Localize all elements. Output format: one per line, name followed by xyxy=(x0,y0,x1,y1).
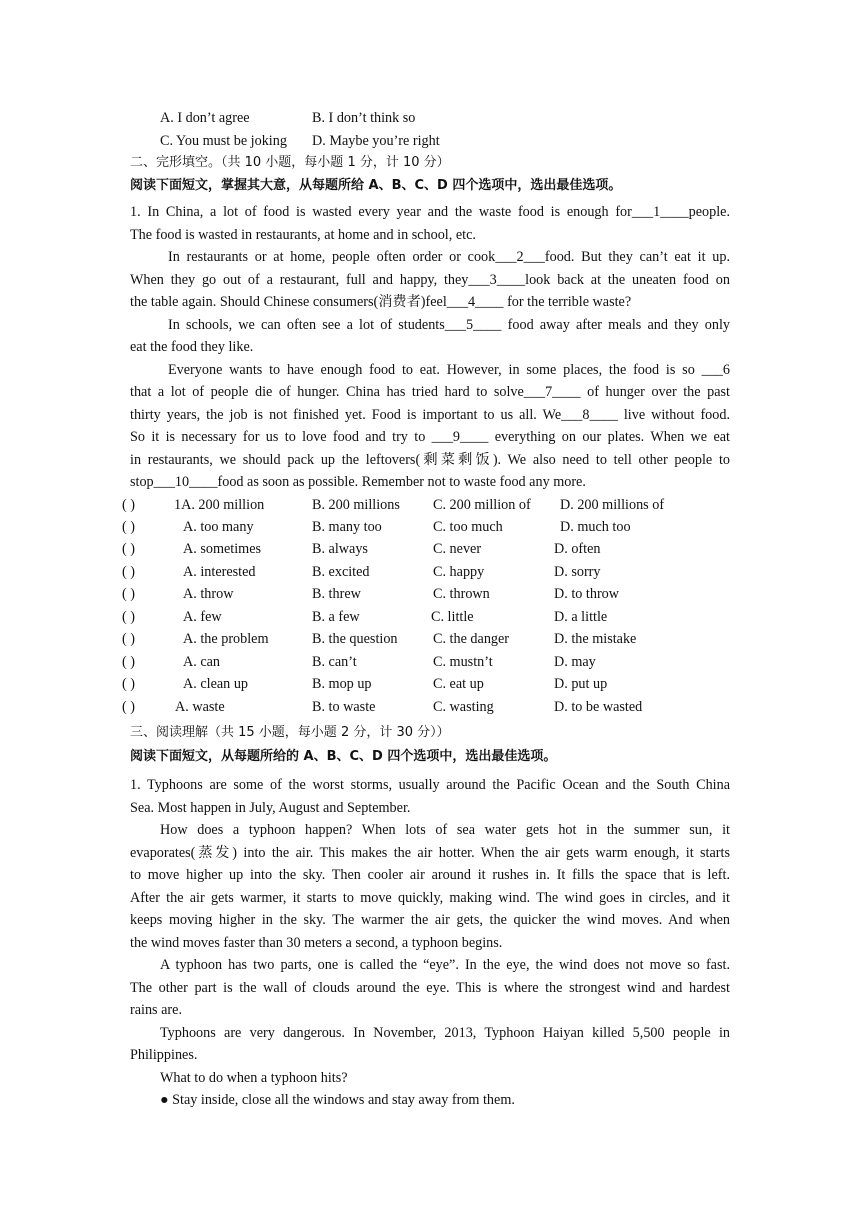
reading-line: Typhoons are very dangerous. In November, 2013, Typhoon Haiyan killed 5,500 people in xyxy=(160,1025,730,1041)
cloze-line: The food is wasted in restaurants, at home and in school, etc. xyxy=(130,227,476,243)
option-a: A. sometimes xyxy=(183,541,262,557)
reading-line: After the air gets warmer, it starts to move quickly, making wind. The wind goes in circles, and it xyxy=(130,890,730,906)
answer-paren: ( ) xyxy=(122,586,135,602)
option-a: A. throw xyxy=(183,586,234,602)
cloze-line: in restaurants, we should pack up the leftovers(剩菜剩饭). We also need to tell other people to xyxy=(130,452,730,468)
option-d: D. sorry xyxy=(554,564,601,580)
option-d: D. the mistake xyxy=(554,631,637,647)
option-b: B. a few xyxy=(312,609,360,625)
section3-heading: 三、阅读理解（共 15 小题，每小题 2 分，计 30 分）） xyxy=(130,725,450,740)
cloze-line: that a lot of people die of hunger. China has tried hard to solve___7____ of hunger over the past xyxy=(130,384,730,400)
option-b: B. threw xyxy=(312,586,361,602)
answer-paren: ( ) xyxy=(122,541,135,557)
answer-paren: ( ) xyxy=(122,497,135,513)
reading-line: Philippines. xyxy=(130,1047,198,1063)
reading-line: rains are. xyxy=(130,1002,182,1018)
section3-instruction: 阅读下面短文，从每题所给的 A、B、C、D 四个选项中，选出最佳选项。 xyxy=(130,749,557,764)
option-c: C. You must be joking xyxy=(160,133,287,149)
cloze-line: stop___10____food as soon as possible. Remember not to waste food any more. xyxy=(130,474,586,490)
bullet-item: ● Stay inside, close all the windows and stay away from them. xyxy=(160,1092,515,1108)
option-d: D. a little xyxy=(554,609,608,625)
answer-paren: ( ) xyxy=(122,519,135,535)
option-c: C. eat up xyxy=(433,676,484,692)
option-c: C. little xyxy=(431,609,474,625)
answer-paren: ( ) xyxy=(122,609,135,625)
option-b: B. mop up xyxy=(312,676,372,692)
cloze-line: 1. In China, a lot of food is wasted every year and the waste food is enough for___1____people. xyxy=(130,204,730,220)
section2-heading: 二、完形填空。（共 10 小题，每小题 1 分，计 10 分） xyxy=(130,155,450,170)
option-c: C. the danger xyxy=(433,631,510,647)
option-c: C. too much xyxy=(433,519,503,535)
option-d: D. Maybe you’re right xyxy=(312,133,440,149)
option-a: A. few xyxy=(183,609,222,625)
option-a: A. waste xyxy=(175,699,225,715)
option-a: A. can xyxy=(183,654,221,670)
option-b: B. the question xyxy=(312,631,398,647)
reading-line: The other part is the wall of clouds around the eye. This is where the strongest wind and hardest xyxy=(130,980,730,996)
option-a: A. clean up xyxy=(183,676,249,692)
option-d: D. often xyxy=(554,541,601,557)
reading-line: the wind moves faster than 30 meters a second, a typhoon begins. xyxy=(130,935,503,951)
option-c: C. wasting xyxy=(433,699,494,715)
option-c: C. mustn’t xyxy=(433,654,493,670)
option-b: B. excited xyxy=(312,564,370,580)
option-b: B. many too xyxy=(312,519,382,535)
option-d: D. put up xyxy=(554,676,608,692)
reading-line: A typhoon has two parts, one is called the “eye”. In the eye, the wind does not move so fast. xyxy=(160,957,730,973)
cloze-line: When they go out of a restaurant, full and happy, they___3____look back at the uneaten food on xyxy=(130,272,730,288)
option-d: D. to throw xyxy=(554,586,620,602)
reading-line: evaporates(蒸发) into the air. This makes the air hotter. When the air gets warm enough, it starts xyxy=(130,845,730,861)
option-a: A. too many xyxy=(183,519,254,535)
cloze-line: In restaurants or at home, people often order or cook___2___food. But they can’t eat it up. xyxy=(168,249,730,265)
reading-line: 1. Typhoons are some of the worst storms, usually around the Pacific Ocean and the South China xyxy=(130,777,730,793)
cloze-line: thirty years, the job is not finished yet. Food is important to us all. We___8____ live without food. xyxy=(130,407,730,423)
reading-line: to move higher up into the sky. Then cooler air around it rushes in. It fills the space that is left. xyxy=(130,867,730,883)
section2-instruction: 阅读下面短文，掌握其大意，从每题所给 A、B、C、D 四个选项中，选出最佳选项。 xyxy=(130,178,622,193)
option-c: C. thrown xyxy=(433,586,490,602)
option-d: D. may xyxy=(554,654,596,670)
reading-line: What to do when a typhoon hits? xyxy=(160,1070,348,1086)
option-b: B. I don’t think so xyxy=(312,110,416,126)
option-a: A. interested xyxy=(183,564,256,580)
answer-paren: ( ) xyxy=(122,631,135,647)
option-d: D. much too xyxy=(560,519,631,535)
cloze-line: Everyone wants to have enough food to eat. However, in some places, the food is so ___6 xyxy=(168,362,730,378)
cloze-line: In schools, we can often see a lot of students___5____ food away after meals and they only xyxy=(168,317,730,333)
option-a: A. the problem xyxy=(183,631,269,647)
answer-paren: ( ) xyxy=(122,699,135,715)
answer-paren: ( ) xyxy=(122,676,135,692)
option-c: C. 200 million of xyxy=(433,497,531,513)
option-c: C. never xyxy=(433,541,482,557)
cloze-line: eat the food they like. xyxy=(130,339,254,355)
option-d: D. to be wasted xyxy=(554,699,643,715)
option-b: B. can’t xyxy=(312,654,357,670)
option-b: B. always xyxy=(312,541,368,557)
reading-line: Sea. Most happen in July, August and September. xyxy=(130,800,411,816)
option-d: D. 200 millions of xyxy=(560,497,665,513)
option-a: 1A. 200 million xyxy=(174,497,265,513)
cloze-line: the table again. Should Chinese consumers(消费者)feel___4____ for the terrible waste? xyxy=(130,294,632,310)
answer-paren: ( ) xyxy=(122,654,135,670)
option-b: B. to waste xyxy=(312,699,376,715)
option-a: A. I don’t agree xyxy=(160,110,250,126)
reading-line: keeps moving higher in the sky. The warmer the air gets, the quicker the wind moves. And when xyxy=(130,912,730,928)
option-b: B. 200 millions xyxy=(312,497,400,513)
cloze-line: So it is necessary for us to love food and try to ___9____ everything on our plates. When we eat xyxy=(130,429,730,445)
answer-paren: ( ) xyxy=(122,564,135,580)
option-c: C. happy xyxy=(433,564,485,580)
reading-line: How does a typhoon happen? When lots of sea water gets hot in the summer sun, it xyxy=(160,822,730,838)
